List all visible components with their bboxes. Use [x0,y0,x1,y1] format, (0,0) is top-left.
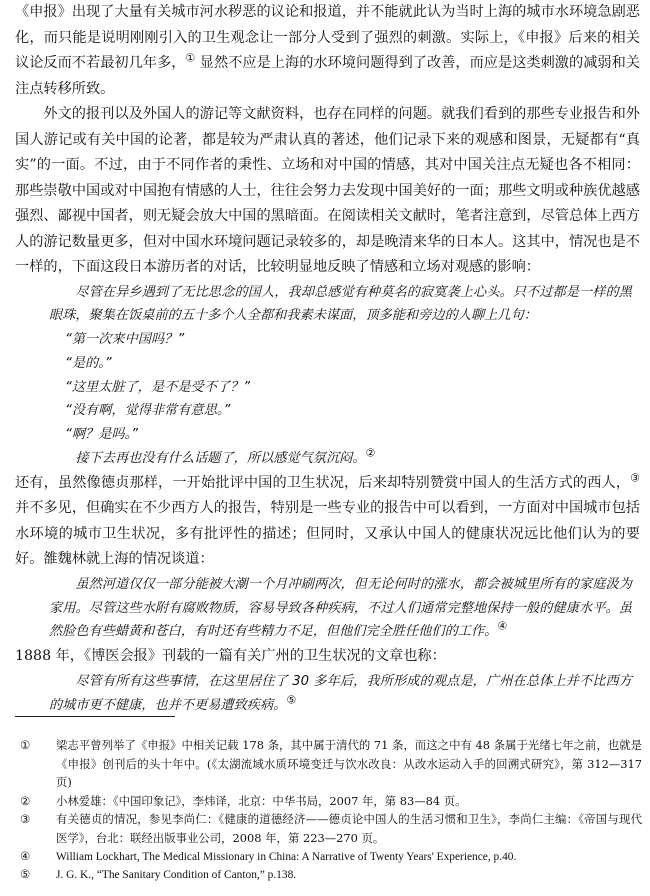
block-quote-1 [15,281,640,471]
footnote-2 [20,792,642,811]
footnote-text: J. G. K., “The Sanitary Condition of Canton,” p.138. [56,869,297,882]
footnote-ref-4[interactable]: ④ [497,620,508,634]
paragraph-2: 外文的报刊以及外国人的游记等文献资料，也存在同样的问题。就我们看到的那些专业报告和外国人游记或有关中国的论著，都是较为严肃认真的著述，他们记录下来的观感和图景，无疑都有“真实”的一面。不过，由于不同作者的秉性、立场和对中国的情感，其对中国关注点无疑也各不相同：那些崇敬中国或对中国抱有情感的人士，往往会努力去发现中国美好的一面；那些文明或种族优越感强烈、鄙视中国者，则无疑会放大中国的黑暗面。在阅读相关文献时，笔者注意到，尽管总体上西方人的游记数量更多，但对中国水环境问题记录较多的，却是晚清来华的日本人。这其中，情况也是不一样的，下面这段日本游历者的对话，比较明显地反映了情感和立场对观感的影响： [15,106,640,275]
footnote-text: William Lockhart, The Medical Missionary in China: A Narrative of Twenty Years' Experience, p.40. [56,850,517,863]
footnotes [20,736,642,885]
paragraph-1 [15,0,640,102]
quote-1-close-text: 接下去再也没有什么话题了，所以感觉气氛沉闷。 [75,451,366,467]
footnote-number: ③ [20,812,31,827]
dialogue-line-2: “是的。” [65,355,112,371]
footnote-text: 梁志平曾列举了《申报》中相关记载 178 条，其中属于清代的 71 条，而这之中有 48 条属于光绪七年之前，也就是《申报》创刊后的头十年中。(《太湖流域水质环境变迁与饮水改良：从改水运动入手的回溯式研究》，第 312—317 页) [56,738,642,790]
footnote-number: ④ [20,850,31,863]
dialogue-line-1: “第一次来中国吗？” [65,332,185,348]
block-quote-2 [15,573,640,644]
quote-2-body: 虽然河道仅仅一部分能被大潮一个月冲刷两次，但无论何时的涨水，都会被城里所有的家庭汲为家用。尽管这些水附有腐败物质，容易导致各种疾病，不过人们通常完整地保持一般的健康水平。虽然脸色有些蜡黄和苍白，有时还有些精力不足，但他们完全胜任他们的工作。 [49,576,632,640]
dialogue-line-3: “这里太脏了，是不是受不了？” [65,379,251,395]
footnote-number: ② [20,793,31,808]
footnote-ref-1[interactable]: ① [185,51,196,65]
footnote-divider [15,716,175,717]
dialogue-line-5: “啊？是吗。” [65,427,139,443]
paragraph-3 [15,471,640,573]
paragraph-4: 1888 年，《博医会报》刊载的一篇有关广州的卫生状况的文章也称： [15,648,446,665]
footnote-1 [20,736,642,792]
footnote-number: ① [20,738,31,752]
footnote-ref-3[interactable]: ③ [630,471,640,485]
paragraph-3-text: 还有，虽然像德贞那样，一开始批评中国的卫生状况，后来却特别赞赏中国人的生活方式的西人， [15,474,631,491]
dialogue-line-4: “没有啊，觉得非常有意思。” [65,403,231,419]
footnote-ref-2[interactable]: ② [365,446,376,460]
footnote-3 [20,810,642,847]
block-quote-3 [15,670,640,718]
quote-1-close [49,447,632,471]
quote-3-text [49,670,632,718]
paragraph-1-tail: 显然不应是上海的水环境问题得到了改善，而应是这类刺激的减弱和关注点转移所致。 [15,55,640,97]
footnote-number: ⑤ [20,869,31,882]
quote-3-body: 尽管有所有这些事情，在这里居住了 30 多年后，我所形成的观点是，广州在总体上并不比西方的城市更不健康，也并不更易遭致疾病。 [49,673,632,713]
paragraph-3-tail: 并不多见，但确实在不少西方人的报告，特别是一些专业的报告中可以看到，一方面对中国城市包括水环境的城市卫生状况，多有批评性的描述；但同时，又承认中国人的健康状况远比他们认为的要好。雒魏林就上海的情况谈道： [15,500,640,568]
footnote-text: 小林爱雄：《中国印象记》，李炜译，北京：中华书局，2007 年，第 83—84 页。 [56,793,467,808]
quote-2-text [49,573,632,644]
footnote-text: 有关德贞的情况，参见李尚仁：《健康的道德经济——德贞论中国人的生活习惯和卫生》，李尚仁主编：《帝国与现代医学》，台北：联经出版事业公司，2008 年，第 223—270 页。 [56,812,642,845]
quote-1-text: 尽管在异乡遇到了无比思念的国人，我却总感觉有种莫名的寂寞袭上心头。只不过都是一样的黑眼珠，聚集在饭桌前的五十多个人全都和我素未谋面，顶多能和旁边的人聊上几句： [49,284,632,324]
footnote-4 [20,848,642,867]
main-text [15,0,640,717]
paragraph-1-text: 《申报》出现了大量有关城市河水秽恶的议论和报道，并不能就此认为当时上海的城市水环境急剧恶化，而只能是说明刚刚引入的卫生观念让一部分人受到了强烈的刺激。实际上，《申报》后来的相关议论反而不若最初几年多， [15,4,640,71]
footnote-5 [20,866,642,885]
footnote-ref-5[interactable]: ⑤ [286,693,297,707]
